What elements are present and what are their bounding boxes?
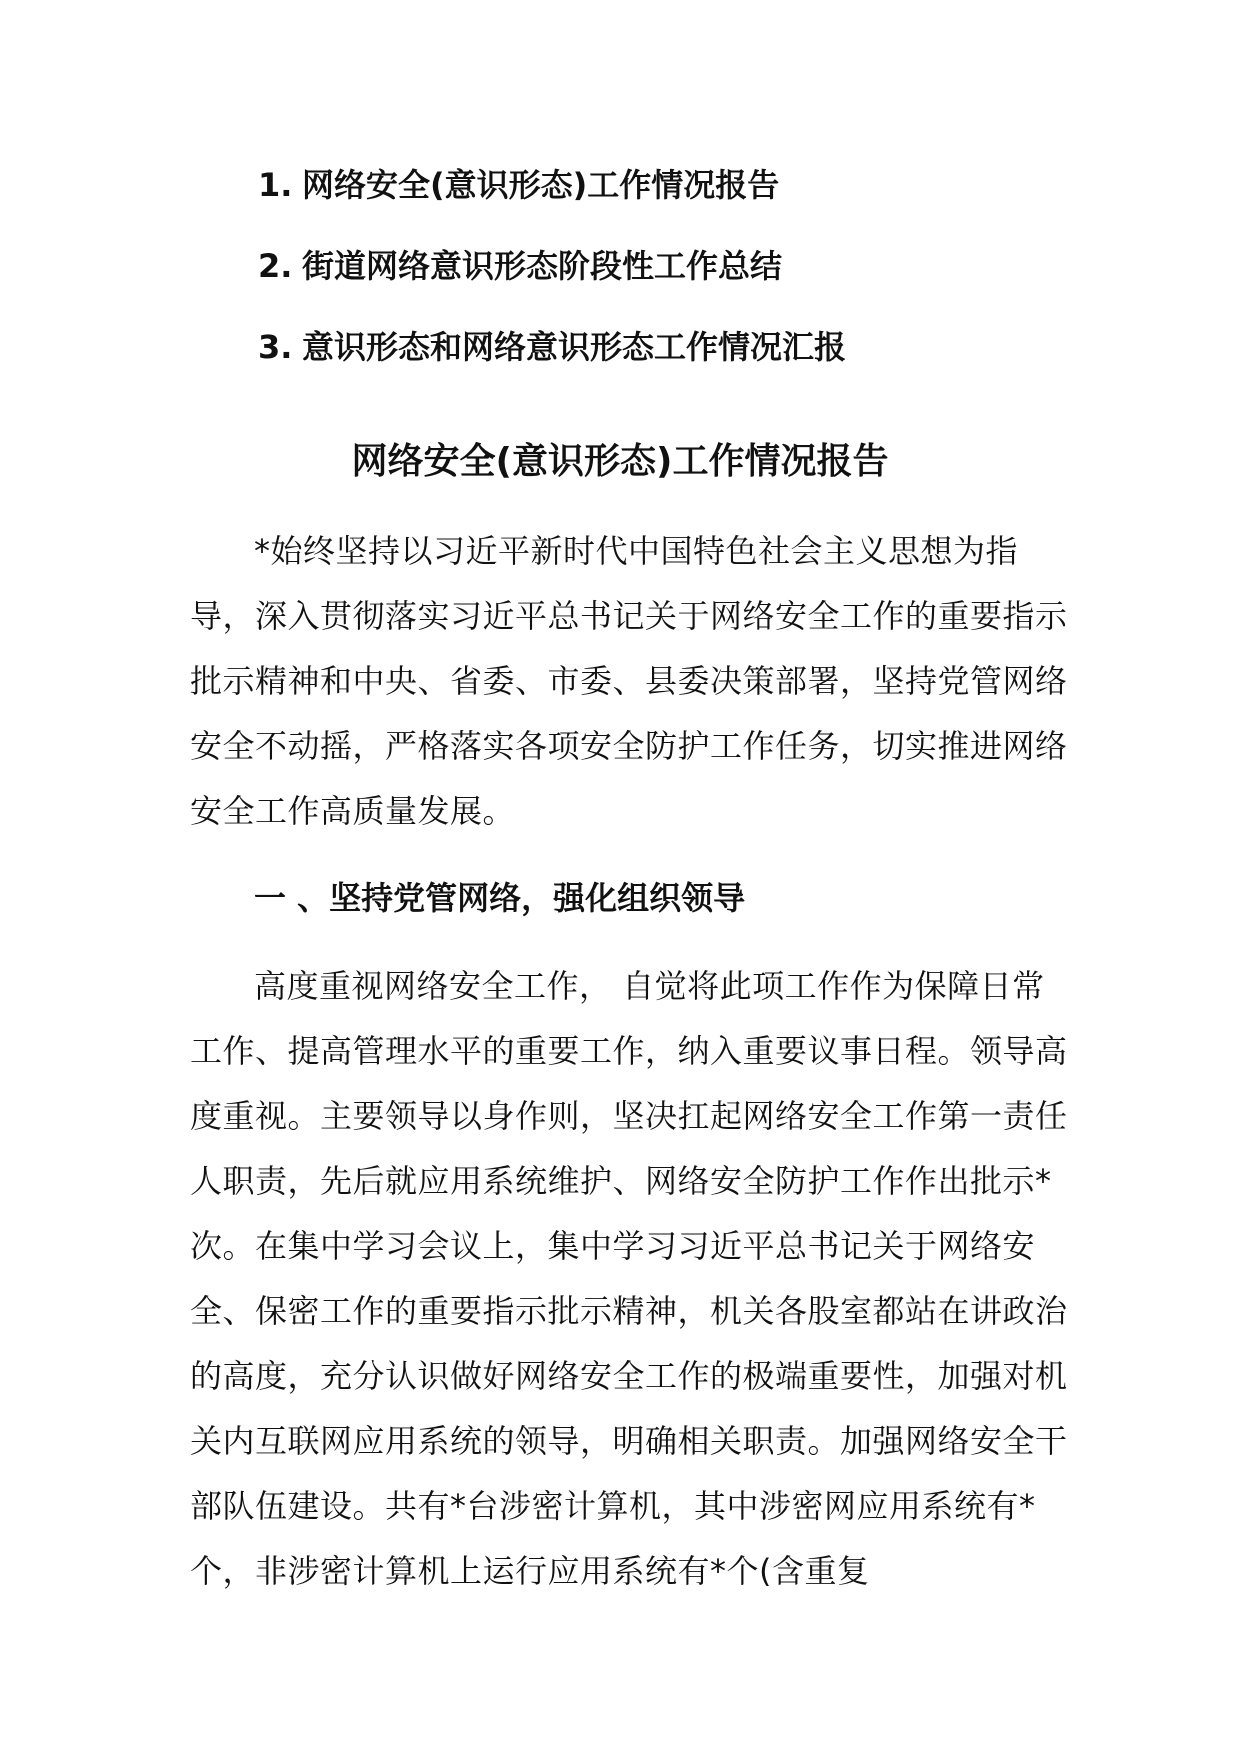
- toc-item-number: 2.: [258, 247, 293, 285]
- section-heading: 一 、坚持党管网络，强化组织领导: [254, 879, 746, 917]
- intro-paragraph: *始终坚持以习近平新时代中国特色社会主义思想为指导，深入贯彻落实习近平总书记关于网络安全工作的重要指示批示精神和中央、省委、市委、县委决策部署，坚持党管网络安全不动摇，严格落实各项安全防护工作任务，切实推进网络安全工作高质量发展。: [190, 532, 1068, 830]
- section-body-paragraph: 高度重视网络安全工作， 自觉将此项工作作为保障日常工作、提高管理水平的重要工作，纳入重要议事日程。领导高度重视。主要领导以身作则，坚决扛起网络安全工作第一责任人职责，先后就应用系统维护、网络安全防护工作作出批示*次。在集中学习会议上，集中学习习近平总书记关于网络安全、保密工作的重要指示批示精神，机关各股室都站在讲政治的高度，充分认识做好网络安全工作的极端重要性，加强对机关内互联网应用系统的领导，明确相关职责。加强网络安全干部队伍建设。共有*台涉密计算机，其中涉密网应用系统有*个，非涉密计算机上运行应用系统有*个(含重复: [190, 967, 1068, 1590]
- document-title: 网络安全(意识形态)工作情况报告: [351, 441, 889, 482]
- toc-item-3: [258, 327, 1078, 367]
- toc-item-label: 意识形态和网络意识形态工作情况汇报: [302, 328, 847, 366]
- toc-item-label: 街道网络意识形态阶段性工作总结: [302, 247, 783, 285]
- toc-item-2: [258, 246, 1078, 286]
- toc-item-number: 1.: [258, 166, 293, 204]
- toc-item-label: 网络安全(意识形态)工作情况报告: [302, 166, 780, 204]
- toc-item-1: [258, 165, 1078, 205]
- toc-item-number: 3.: [258, 328, 293, 366]
- table-of-contents: [258, 165, 1078, 367]
